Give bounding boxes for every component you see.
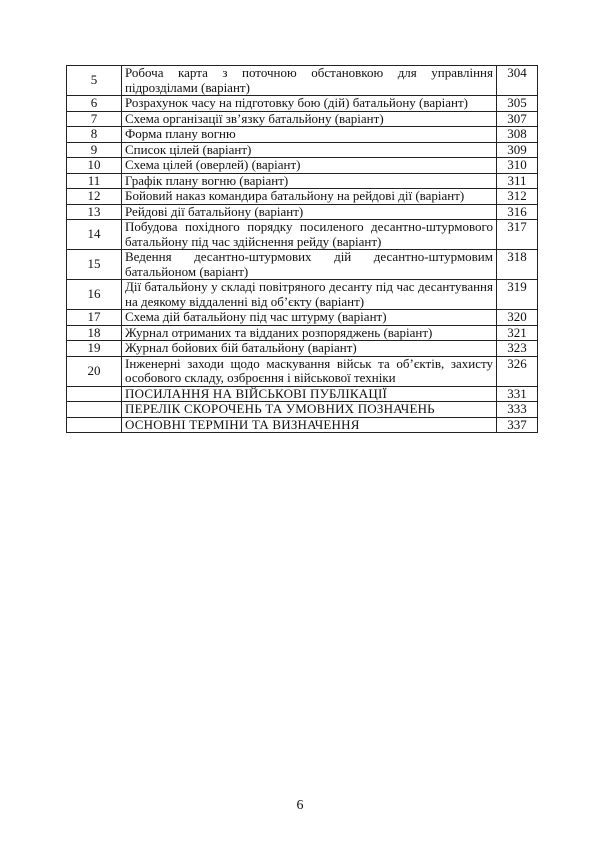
table-row — [67, 341, 538, 357]
entry-title: Форма плану вогню — [122, 127, 497, 143]
entry-title: Схема дій батальйону під час штурму (варіант) — [122, 310, 497, 326]
entry-page: 326 — [497, 356, 538, 386]
entry-page: 331 — [497, 386, 538, 402]
entry-number: 12 — [67, 189, 122, 205]
entry-page: 304 — [497, 66, 538, 96]
entry-title: Список цілей (варіант) — [122, 142, 497, 158]
entry-number: 14 — [67, 220, 122, 250]
entry-number — [67, 402, 122, 418]
entry-page: 333 — [497, 402, 538, 418]
entry-page: 318 — [497, 250, 538, 280]
entry-page: 337 — [497, 417, 538, 433]
entry-title: Дії батальйону у складі повітряного десанту під час десантування на деякому віддаленні від об’єкту (варіант) — [122, 280, 497, 310]
entry-title: ОСНОВНІ ТЕРМІНИ ТА ВИЗНАЧЕННЯ — [122, 417, 497, 433]
table-row — [67, 96, 538, 112]
table-of-contents — [66, 65, 538, 433]
entry-page: 310 — [497, 158, 538, 174]
table-row — [67, 386, 538, 402]
entry-page: 308 — [497, 127, 538, 143]
entry-page: 323 — [497, 341, 538, 357]
entry-page: 307 — [497, 111, 538, 127]
table-row — [67, 250, 538, 280]
entry-title: Графік плану вогню (варіант) — [122, 173, 497, 189]
entry-page: 319 — [497, 280, 538, 310]
entry-number: 8 — [67, 127, 122, 143]
entry-title: Бойовий наказ командира батальйону на рейдові дії (варіант) — [122, 189, 497, 205]
entry-page: 309 — [497, 142, 538, 158]
entry-title: Розрахунок часу на підготовку бою (дій) батальйону (варіант) — [122, 96, 497, 112]
entry-number: 6 — [67, 96, 122, 112]
table-row — [67, 158, 538, 174]
entry-title: Схема цілей (оверлей) (варіант) — [122, 158, 497, 174]
entry-number: 7 — [67, 111, 122, 127]
table-row — [67, 417, 538, 433]
entry-title: Ведення десантно-штурмових дій десантно-штурмовим батальйоном (варіант) — [122, 250, 497, 280]
entry-page: 316 — [497, 204, 538, 220]
entry-title: Побудова похідного порядку посиленого десантно-штурмового батальйону під час здійснення рейду (варіант) — [122, 220, 497, 250]
entry-number: 5 — [67, 66, 122, 96]
table-row — [67, 66, 538, 96]
entry-number: 16 — [67, 280, 122, 310]
entry-title: ПЕРЕЛІК СКОРОЧЕНЬ ТА УМОВНИХ ПОЗНАЧЕНЬ — [122, 402, 497, 418]
entry-title: ПОСИЛАННЯ НА ВІЙСЬКОВІ ПУБЛІКАЦІЇ — [122, 386, 497, 402]
table-row — [67, 220, 538, 250]
entry-title: Рейдові дії батальйону (варіант) — [122, 204, 497, 220]
entry-number: 13 — [67, 204, 122, 220]
table-row — [67, 173, 538, 189]
entry-title: Інженерні заходи щодо маскування військ та об’єктів, захисту особового складу, озброєння і військової техніки — [122, 356, 497, 386]
entry-page: 320 — [497, 310, 538, 326]
entry-page: 305 — [497, 96, 538, 112]
entry-title: Схема організації зв’язку батальйону (варіант) — [122, 111, 497, 127]
entry-title: Журнал бойових бій батальйону (варіант) — [122, 341, 497, 357]
entry-number: 20 — [67, 356, 122, 386]
table-row — [67, 280, 538, 310]
entry-number: 15 — [67, 250, 122, 280]
table-row — [67, 310, 538, 326]
entry-number — [67, 386, 122, 402]
entry-page: 312 — [497, 189, 538, 205]
entry-title: Журнал отриманих та відданих розпоряджень (варіант) — [122, 325, 497, 341]
toc-body — [67, 66, 538, 433]
table-row — [67, 204, 538, 220]
entry-number: 17 — [67, 310, 122, 326]
entry-number: 19 — [67, 341, 122, 357]
entry-number: 18 — [67, 325, 122, 341]
page-number: 6 — [296, 798, 304, 813]
entry-number: 10 — [67, 158, 122, 174]
table-row — [67, 189, 538, 205]
table-row — [67, 402, 538, 418]
table-row — [67, 356, 538, 386]
entry-page: 311 — [497, 173, 538, 189]
entry-title: Робоча карта з поточною обстановкою для управління підрозділами (варіант) — [122, 66, 497, 96]
entry-page: 321 — [497, 325, 538, 341]
entry-number: 9 — [67, 142, 122, 158]
table-row — [67, 111, 538, 127]
entry-number: 11 — [67, 173, 122, 189]
entry-number — [67, 417, 122, 433]
table-row — [67, 325, 538, 341]
entry-page: 317 — [497, 220, 538, 250]
table-row — [67, 127, 538, 143]
table-row — [67, 142, 538, 158]
